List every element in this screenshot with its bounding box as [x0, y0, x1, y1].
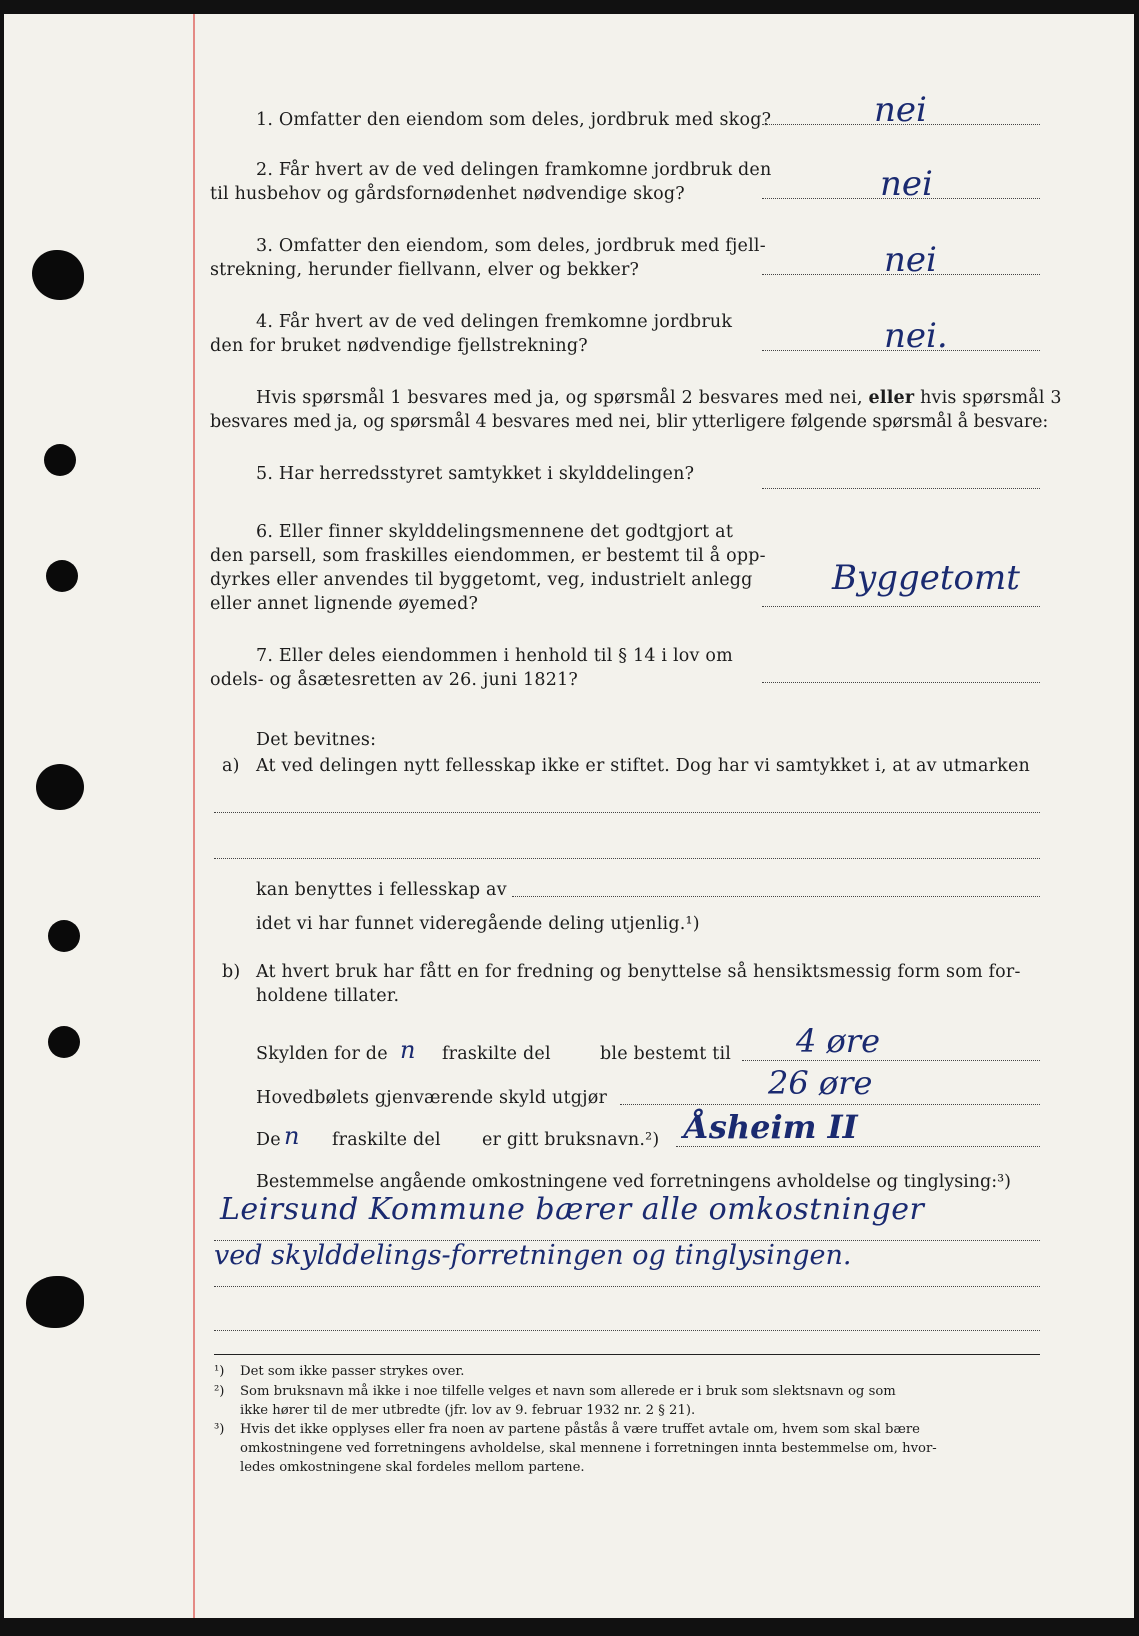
hoved-label: Hovedbølets gjenværende skyld utgjør	[256, 1088, 608, 1108]
navn-handwritten-suffix: n	[284, 1122, 300, 1150]
hoved-value: 26 øre	[768, 1064, 873, 1102]
punch-hole	[36, 764, 84, 810]
shared-use-label: kan benyttes i fellesskap av	[256, 880, 507, 900]
footnote-3-mark: ³)	[214, 1422, 225, 1437]
testimony-a-label: a)	[222, 756, 240, 776]
answer-4: nei.	[884, 316, 948, 356]
punch-hole	[48, 1026, 80, 1058]
question-6-line-2: den parsell, som fraskilles eiendommen, er bestemt til å opp-	[210, 546, 766, 566]
footnote-3-line-2: omkostningene ved forretningens avholdelse, skal mennene i forretningen innta bestemmelse om, hvor-	[240, 1441, 937, 1456]
skyld-line	[742, 1060, 1040, 1061]
answer-line-5	[762, 488, 1040, 489]
answer-6: Byggetomt	[832, 558, 1020, 598]
footnote-3-line-1: Hvis det ikke opplyses eller fra noen av partene påstås å være truffet avtale om, hvem som skal bære	[240, 1422, 920, 1437]
testimony-b-label: b)	[222, 962, 241, 982]
testimony-line-2	[214, 858, 1040, 859]
question-7-line-2: odels- og åsætesretten av 26. juni 1821?	[210, 670, 578, 690]
hoved-line	[620, 1104, 1040, 1105]
shared-use-line	[512, 896, 1040, 897]
condition-text-a: Hvis spørsmål 1 besvares med ja, og spørsmål 2 besvares med nei,	[256, 388, 863, 408]
punch-hole	[26, 1276, 84, 1328]
navn-label-a: De	[256, 1130, 281, 1150]
testimony-b-line-2: holdene tillater.	[256, 986, 400, 1006]
question-2-line-2: til husbehov og gårdsfornødenhet nødvendige skog?	[210, 184, 685, 204]
costs-handwritten-line-2: ved skylddelings-forretningen og tinglysingen.	[214, 1240, 852, 1271]
costs-line-2	[214, 1286, 1040, 1287]
answer-line-7	[762, 682, 1040, 683]
skyld-label-a: Skylden for de	[256, 1044, 388, 1064]
testimony-line-1	[214, 812, 1040, 813]
skyld-label-c: ble bestemt til	[600, 1044, 732, 1064]
footnote-2-line-1: Som bruksnavn må ikke i noe tilfelle velges et navn som allerede er i bruk som slektsnavn og som	[240, 1384, 896, 1399]
punch-hole	[44, 444, 76, 476]
question-6-line-1: 6. Eller finner skylddelingsmennene det godtgjort at	[256, 522, 734, 542]
footnote-1: Det som ikke passer strykes over.	[240, 1364, 465, 1379]
condition-line-2: besvares med ja, og spørsmål 4 besvares med nei, blir ytterligere følgende spørsmål å besvare:	[210, 412, 1049, 432]
question-4-line-2: den for bruket nødvendige fjellstrekning?	[210, 336, 588, 356]
skyld-label-b: fraskilte del	[442, 1044, 551, 1064]
question-3-line-1: 3. Omfatter den eiendom, som deles, jordbruk med fjell-	[256, 236, 766, 256]
navn-value: Åsheim II	[684, 1108, 858, 1146]
condition-eller: eller	[868, 388, 915, 408]
testimony-a-text: At ved delingen nytt fellesskap ikke er stiftet. Dog har vi samtykket i, at av utmarken	[256, 756, 1030, 776]
costs-label: Bestemmelse angående omkostningene ved forretningens avholdelse og tinglysing:³)	[256, 1172, 1011, 1192]
question-5: 5. Har herredsstyret samtykket i skylddelingen?	[256, 464, 695, 484]
footnote-2-mark: ²)	[214, 1384, 225, 1399]
margin-line	[193, 14, 195, 1618]
question-7-line-1: 7. Eller deles eiendommen i henhold til § 14 i lov om	[256, 646, 733, 666]
navn-label-b: fraskilte del	[332, 1130, 441, 1150]
question-4-line-1: 4. Får hvert av de ved delingen fremkomne jordbruk	[256, 312, 733, 332]
footnote-1-mark: ¹)	[214, 1364, 225, 1379]
skyld-handwritten-suffix: n	[400, 1036, 416, 1064]
answer-2: nei	[880, 164, 933, 204]
navn-label-c: er gitt bruksnavn.²)	[482, 1130, 660, 1150]
condition-line-1	[256, 388, 1062, 408]
punch-hole	[32, 250, 84, 300]
punch-hole	[46, 560, 78, 592]
footnote-2-line-2: ikke hører til de mer utbredte (jfr. lov av 9. februar 1932 nr. 2 § 21).	[240, 1403, 696, 1418]
answer-3: nei	[884, 240, 937, 280]
punch-hole	[48, 920, 80, 952]
form-page	[4, 14, 1134, 1618]
question-2-line-1: 2. Får hvert av de ved delingen framkomne jordbruk den	[256, 160, 772, 180]
question-6-line-4: eller annet lignende øyemed?	[210, 594, 479, 614]
question-1: 1. Omfatter den eiendom som deles, jordbruk med skog?	[256, 110, 772, 130]
navn-line	[676, 1146, 1040, 1147]
costs-handwritten-line-1: Leirsund Kommune bærer alle omkostninger	[220, 1192, 925, 1227]
question-3-line-2: strekning, herunder fiellvann, elver og bekker?	[210, 260, 640, 280]
costs-line-3	[214, 1330, 1040, 1331]
testimony-intro: Det bevitnes:	[256, 730, 377, 750]
testimony-b-line-1: At hvert bruk har fått en for fredning og benyttelse så hensiktsmessig form som for-	[256, 962, 1021, 982]
question-6-line-3: dyrkes eller anvendes til byggetomt, veg, industrielt anlegg	[210, 570, 753, 590]
answer-line-6	[762, 606, 1040, 607]
footnote-rule	[214, 1354, 1040, 1355]
reason-text: idet vi har funnet videregående deling utjenlig.¹)	[256, 914, 700, 934]
skyld-value: 4 øre	[796, 1022, 881, 1060]
condition-text-c: hvis spørsmål 3	[920, 388, 1062, 408]
answer-1: nei	[874, 90, 927, 130]
footnote-3-line-3: ledes omkostningene skal fordeles mellom partene.	[240, 1460, 585, 1475]
